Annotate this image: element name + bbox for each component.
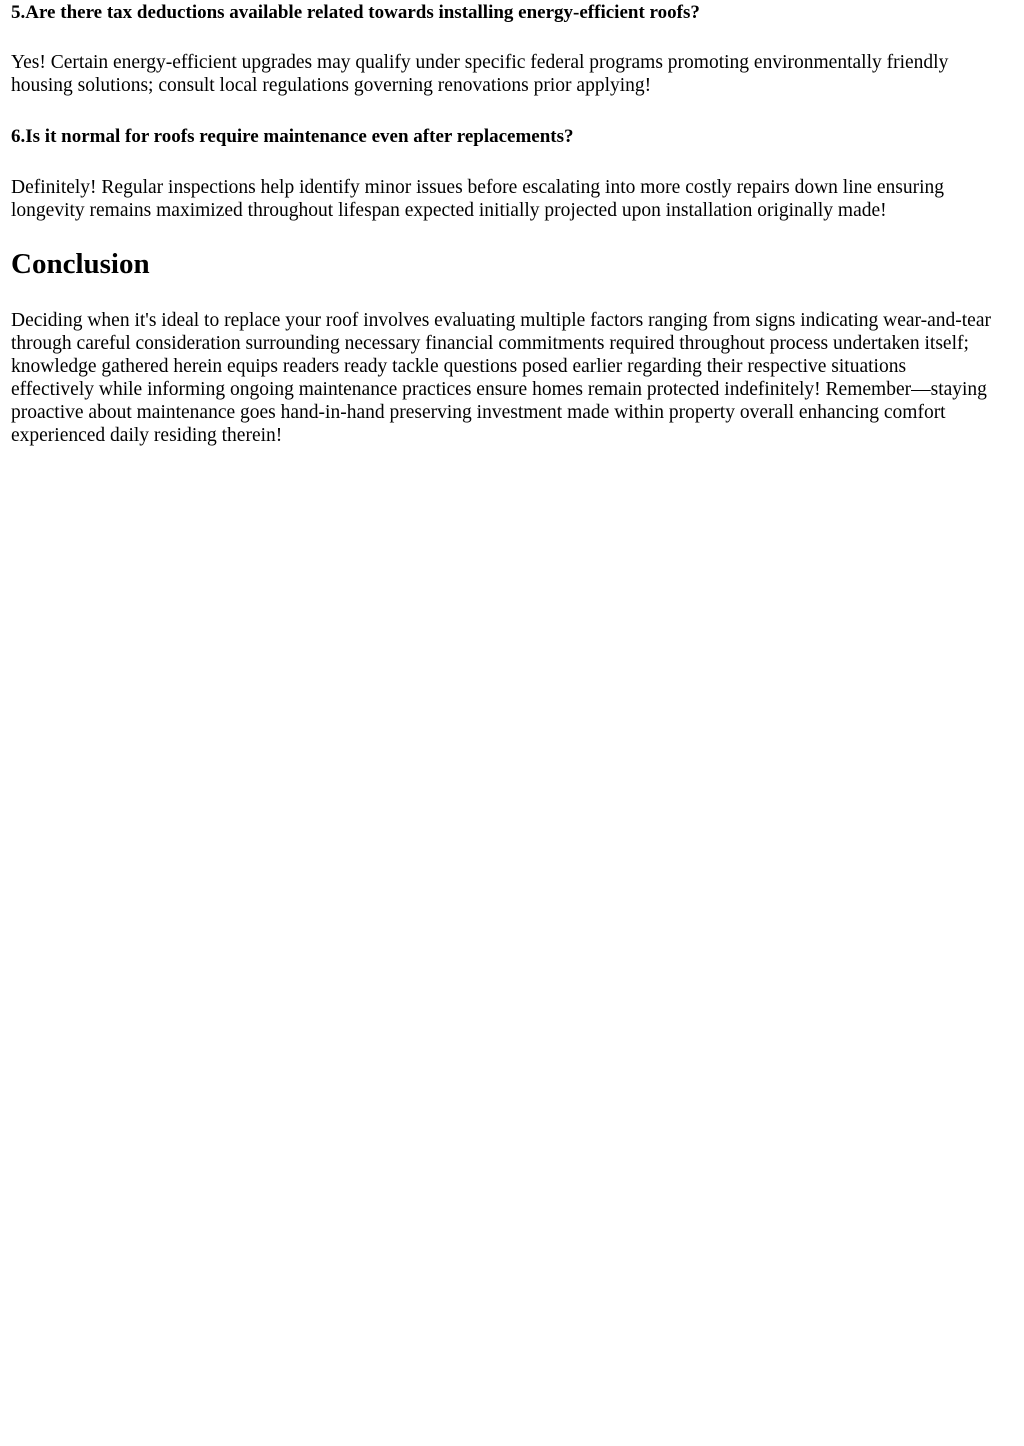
faq-question-6: 6.Is it normal for roofs require maintenance even after replacements? xyxy=(11,126,574,147)
conclusion-paragraph: Deciding when it's ideal to replace your roof involves evaluating multiple factors ranging from signs indicating wear-and-tear through careful consideration surrounding necessary financial commitments required throughout process undertaken itself; knowledge gathered herein equips readers ready tackle questions posed earlier regarding their respective situations effectively while informing ongoing maintenance practices ensure homes remain protected indefinitely! Remember—staying proactive about maintenance goes hand-in-hand preserving investment made within property overall enhancing comfort experienced daily residing therein! xyxy=(11,310,991,446)
faq-answer-5: Yes! Certain energy-efficient upgrades may qualify under specific federal programs promoting environmentally friendly housing solutions; consult local regulations governing renovations prior applying! xyxy=(11,52,949,96)
conclusion-heading: Conclusion xyxy=(11,248,150,280)
faq-question-5: 5.Are there tax deductions available related towards installing energy-efficient roofs? xyxy=(11,2,700,23)
faq-answer-6: Definitely! Regular inspections help identify minor issues before escalating into more costly repairs down line ensuring longevity remains maximized throughout lifespan expected initially projected upon installation originally made! xyxy=(11,177,945,221)
